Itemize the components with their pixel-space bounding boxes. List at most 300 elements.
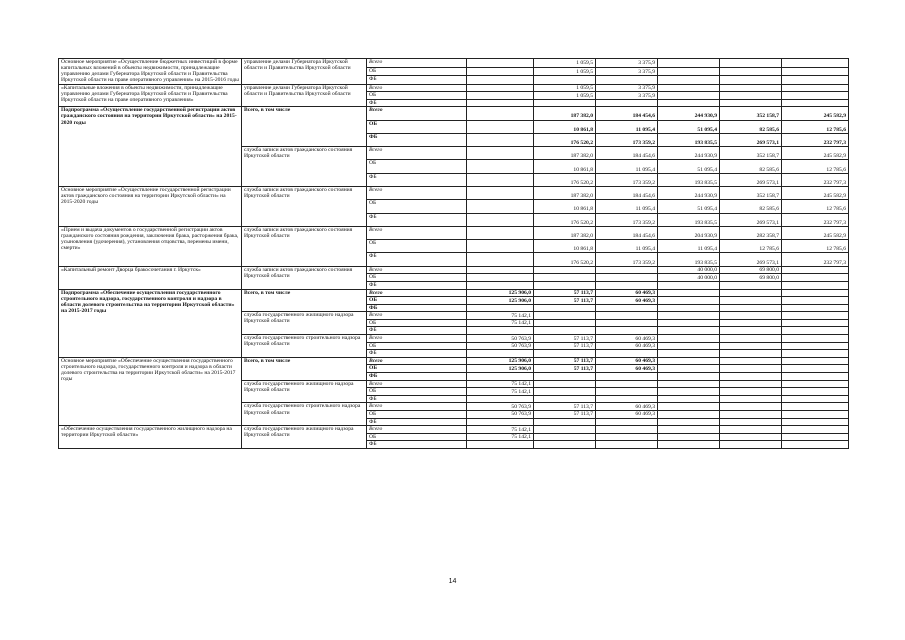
amount-cell: 10 861,8 (534, 120, 596, 133)
amount-cell (467, 304, 534, 312)
amount-cell (782, 418, 849, 426)
amount-cell (534, 418, 596, 426)
amount-cell (467, 187, 534, 200)
amount-cell (467, 213, 534, 226)
amount-cell (467, 253, 534, 266)
amount-cell (534, 350, 596, 358)
amount-cell (534, 433, 596, 441)
amount-cell: 57 113,7 (534, 403, 596, 411)
amount-cell (658, 433, 720, 441)
amount-cell (467, 373, 534, 381)
program-title-cell: Основное мероприятие «Обеспечение осуществления государственного строительного надзора, государственного контроля и надзора в области долевого строительства на территории Иркутской области» на 2015-2017 годы (59, 357, 242, 425)
amount-cell: 60 469,3 (596, 403, 658, 411)
funding-source-cell: Всего (367, 84, 467, 92)
amount-cell (782, 67, 849, 76)
amount-cell (720, 327, 782, 335)
amount-cell (534, 99, 596, 107)
funding-source-cell: ФБ (367, 76, 467, 85)
program-title-cell: «Прием и выдача документов о государственной регистрации актов гражданского состояния рождения, заключения брака, расторжения брака, усыновления (удочерения), установления отцовства, перемены имени, смерти» (59, 226, 242, 266)
amount-cell: 176 520,2 (534, 173, 596, 186)
funding-source-cell: ФБ (367, 327, 467, 335)
amount-cell: 82 585,6 (720, 120, 782, 133)
amount-cell (658, 327, 720, 335)
amount-cell (596, 281, 658, 289)
amount-cell (534, 395, 596, 403)
amount-cell: 1 059,5 (534, 92, 596, 100)
amount-cell (720, 319, 782, 327)
amount-cell: 11 095,4 (658, 240, 720, 253)
amount-cell: 204 930,9 (658, 226, 720, 239)
amount-cell (720, 373, 782, 381)
amount-cell: 352 158,7 (720, 187, 782, 200)
amount-cell (534, 312, 596, 320)
amount-cell (720, 380, 782, 388)
amount-cell: 50 763,9 (467, 403, 534, 411)
funding-source-cell: ФБ (367, 304, 467, 312)
amount-cell (467, 99, 534, 107)
amount-cell (782, 281, 849, 289)
budget-table (58, 58, 849, 449)
amount-cell: 57 113,7 (534, 357, 596, 365)
funding-source-cell: ФБ (367, 133, 467, 146)
amount-cell: 11 095,4 (596, 240, 658, 253)
amount-cell (596, 441, 658, 449)
amount-cell (658, 289, 720, 297)
amount-cell: 1 059,5 (534, 59, 596, 68)
amount-cell: 40 000,0 (658, 274, 720, 282)
amount-cell (467, 395, 534, 403)
amount-cell: 40 000,0 (658, 266, 720, 274)
executor-cell: служба записи актов гражданского состояния Иркутской области (242, 226, 367, 266)
amount-cell (720, 312, 782, 320)
program-title-cell: «Капитальные вложения в объекты недвижимости, принадлежащие управлению делами Губернатора Иркутской области и Правительства Иркутской области на праве оперативного управления» (59, 84, 242, 107)
funding-source-cell: Всего (367, 380, 467, 388)
amount-cell: 75 142,1 (467, 388, 534, 396)
amount-cell (782, 433, 849, 441)
amount-cell (658, 441, 720, 449)
amount-cell: 10 861,8 (534, 240, 596, 253)
amount-cell: 57 113,7 (534, 335, 596, 343)
amount-cell: 187 382,0 (534, 226, 596, 239)
amount-cell (534, 304, 596, 312)
amount-cell (534, 266, 596, 274)
amount-cell (782, 266, 849, 274)
amount-cell (467, 173, 534, 186)
amount-cell (658, 380, 720, 388)
funding-source-cell: ОБ (367, 160, 467, 173)
amount-cell: 269 573,1 (720, 213, 782, 226)
funding-source-cell: Всего (367, 226, 467, 239)
table-row (59, 59, 849, 68)
amount-cell: 176 520,2 (534, 133, 596, 146)
executor-cell: служба записи актов гражданского состояния Иркутской области (242, 266, 367, 289)
amount-cell: 245 582,9 (782, 226, 849, 239)
amount-cell: 57 113,7 (534, 411, 596, 419)
amount-cell: 3 375,9 (596, 59, 658, 68)
amount-cell: 173 359,2 (596, 133, 658, 146)
amount-cell (596, 433, 658, 441)
funding-source-cell: Всего (367, 312, 467, 320)
amount-cell: 269 573,1 (720, 253, 782, 266)
amount-cell (658, 426, 720, 434)
funding-source-cell: ФБ (367, 173, 467, 186)
amount-cell: 57 113,7 (534, 365, 596, 373)
amount-cell (782, 335, 849, 343)
amount-cell: 12 785,6 (782, 120, 849, 133)
table-row (59, 107, 849, 120)
amount-cell (782, 380, 849, 388)
executor-cell: служба записи актов гражданского состояния Иркутской области (242, 187, 367, 227)
amount-cell (658, 335, 720, 343)
amount-cell: 51 095,4 (658, 120, 720, 133)
executor-cell: Всего, в том числе (242, 107, 367, 147)
amount-cell: 232 797,3 (782, 213, 849, 226)
amount-cell: 193 835,5 (658, 133, 720, 146)
funding-source-cell: ФБ (367, 373, 467, 381)
amount-cell (720, 395, 782, 403)
amount-cell (720, 304, 782, 312)
funding-source-cell: Всего (367, 59, 467, 68)
amount-cell: 69 800,0 (720, 266, 782, 274)
amount-cell (534, 281, 596, 289)
funding-source-cell: Всего (367, 147, 467, 160)
amount-cell: 11 095,4 (596, 160, 658, 173)
amount-cell: 269 573,1 (720, 173, 782, 186)
amount-cell (467, 441, 534, 449)
funding-source-cell: ФБ (367, 441, 467, 449)
amount-cell (782, 289, 849, 297)
amount-cell: 60 469,3 (596, 365, 658, 373)
amount-cell (467, 274, 534, 282)
amount-cell (467, 160, 534, 173)
amount-cell (782, 373, 849, 381)
amount-cell: 60 469,3 (596, 289, 658, 297)
amount-cell: 75 142,1 (467, 380, 534, 388)
funding-source-cell: ОБ (367, 200, 467, 213)
amount-cell: 60 469,3 (596, 411, 658, 419)
program-title-cell: Основное мероприятие «Осуществление государственной регистрации актов гражданского состояния на территории Иркутской области» на 2015-2020 годы (59, 187, 242, 227)
funding-source-cell: ФБ (367, 350, 467, 358)
amount-cell (782, 274, 849, 282)
amount-cell (782, 365, 849, 373)
amount-cell: 125 906,0 (467, 365, 534, 373)
amount-cell: 57 113,7 (534, 297, 596, 305)
amount-cell: 57 113,7 (534, 289, 596, 297)
amount-cell (658, 395, 720, 403)
funding-source-cell: ОБ (367, 411, 467, 419)
amount-cell (782, 350, 849, 358)
amount-cell: 12 785,6 (782, 160, 849, 173)
amount-cell: 60 469,3 (596, 357, 658, 365)
table-row (59, 226, 849, 239)
funding-source-cell: ОБ (367, 120, 467, 133)
amount-cell (467, 240, 534, 253)
amount-cell (720, 342, 782, 350)
amount-cell: 50 763,9 (467, 342, 534, 350)
amount-cell (596, 380, 658, 388)
amount-cell (596, 274, 658, 282)
amount-cell (782, 357, 849, 365)
amount-cell (596, 373, 658, 381)
amount-cell: 245 582,9 (782, 107, 849, 120)
funding-source-cell: Всего (367, 403, 467, 411)
amount-cell (782, 99, 849, 107)
amount-cell (720, 289, 782, 297)
amount-cell (596, 99, 658, 107)
amount-cell: 50 763,9 (467, 411, 534, 419)
amount-cell (658, 59, 720, 68)
amount-cell (658, 304, 720, 312)
amount-cell: 51 095,4 (658, 200, 720, 213)
funding-source-cell: ФБ (367, 253, 467, 266)
funding-source-cell: ФБ (367, 395, 467, 403)
amount-cell (782, 426, 849, 434)
amount-cell: 3 375,9 (596, 92, 658, 100)
amount-cell: 269 573,1 (720, 133, 782, 146)
amount-cell: 187 382,0 (534, 187, 596, 200)
amount-cell (782, 312, 849, 320)
executor-cell: Всего, в том числе (242, 357, 367, 380)
funding-source-cell: Всего (367, 266, 467, 274)
amount-cell: 125 906,0 (467, 297, 534, 305)
amount-cell: 10 861,8 (534, 160, 596, 173)
amount-cell (596, 327, 658, 335)
program-title-cell: «Обеспечение осуществления государственного жилищного надзора на территории Иркутской области» (59, 426, 242, 449)
table-row (59, 266, 849, 274)
amount-cell (467, 84, 534, 92)
funding-source-cell: ФБ (367, 213, 467, 226)
table-row (59, 84, 849, 92)
amount-cell: 184 454,6 (596, 147, 658, 160)
amount-cell: 82 585,6 (720, 200, 782, 213)
amount-cell: 10 861,8 (534, 200, 596, 213)
table-row (59, 357, 849, 365)
amount-cell (720, 426, 782, 434)
amount-cell: 232 797,3 (782, 253, 849, 266)
amount-cell (720, 335, 782, 343)
amount-cell: 282 358,7 (720, 226, 782, 239)
program-title-cell: Подпрограмма «Осуществление государственной регистрации актов гражданского состояния на территории Иркутской области» на 2015-2020 годы (59, 107, 242, 187)
amount-cell (596, 76, 658, 85)
amount-cell: 3 375,9 (596, 67, 658, 76)
amount-cell: 11 095,4 (596, 120, 658, 133)
amount-cell: 57 113,7 (534, 342, 596, 350)
amount-cell: 352 158,7 (720, 107, 782, 120)
amount-cell: 75 142,1 (467, 319, 534, 327)
amount-cell: 173 359,2 (596, 253, 658, 266)
funding-source-cell: Всего (367, 357, 467, 365)
amount-cell (658, 67, 720, 76)
amount-cell: 352 158,7 (720, 147, 782, 160)
amount-cell (658, 92, 720, 100)
amount-cell (467, 226, 534, 239)
amount-cell (658, 297, 720, 305)
amount-cell (534, 76, 596, 85)
amount-cell (720, 365, 782, 373)
amount-cell: 75 142,1 (467, 433, 534, 441)
page-number: 14 (448, 578, 457, 585)
funding-source-cell: ФБ (367, 418, 467, 426)
program-title-cell: «Капитальный ремонт Дворца бракосочетания г. Иркутск» (59, 266, 242, 289)
amount-cell (658, 403, 720, 411)
amount-cell (720, 418, 782, 426)
amount-cell (658, 312, 720, 320)
amount-cell: 232 797,3 (782, 173, 849, 186)
amount-cell (467, 418, 534, 426)
program-title-cell: Основное мероприятие «Осуществление бюджетных инвестиций в форме капитальных вложений в объекты недвижимости, принадлежащие управлению делами Губернатора Иркутской области и Правительства Иркутской области на праве оперативного управления» на 2015-2016 годы (59, 59, 242, 85)
amount-cell (596, 312, 658, 320)
amount-cell: 176 520,2 (534, 213, 596, 226)
amount-cell (720, 357, 782, 365)
amount-cell (782, 76, 849, 85)
amount-cell (720, 411, 782, 419)
amount-cell (467, 133, 534, 146)
amount-cell (720, 67, 782, 76)
amount-cell: 232 797,3 (782, 133, 849, 146)
amount-cell (720, 281, 782, 289)
executor-cell: служба государственного жилищного надзора Иркутской области (242, 312, 367, 335)
amount-cell (467, 200, 534, 213)
executor-cell: управление делами Губернатора Иркутской области и Правительства Иркутской области (242, 59, 367, 85)
amount-cell (658, 411, 720, 419)
amount-cell: 1 059,5 (534, 67, 596, 76)
amount-cell: 12 785,6 (782, 240, 849, 253)
amount-cell (467, 281, 534, 289)
table-row (59, 187, 849, 200)
amount-cell (782, 395, 849, 403)
executor-cell: служба государственного жилищного надзора Иркутской области (242, 426, 367, 449)
amount-cell (534, 380, 596, 388)
amount-cell (534, 319, 596, 327)
amount-cell (534, 373, 596, 381)
amount-cell (467, 266, 534, 274)
amount-cell (658, 342, 720, 350)
amount-cell (658, 99, 720, 107)
amount-cell (596, 350, 658, 358)
amount-cell (782, 403, 849, 411)
amount-cell: 12 785,6 (782, 200, 849, 213)
amount-cell: 60 469,3 (596, 342, 658, 350)
amount-cell (720, 388, 782, 396)
amount-cell (596, 395, 658, 403)
amount-cell: 176 520,2 (534, 253, 596, 266)
funding-source-cell: ОБ (367, 342, 467, 350)
amount-cell (658, 76, 720, 85)
executor-cell: служба государственного строительного надзора Иркутской области (242, 335, 367, 358)
amount-cell (596, 426, 658, 434)
amount-cell (720, 433, 782, 441)
amount-cell: 51 095,4 (658, 160, 720, 173)
funding-source-cell: Всего (367, 107, 467, 120)
funding-source-cell: ОБ (367, 67, 467, 76)
funding-source-cell: Всего (367, 187, 467, 200)
amount-cell (720, 350, 782, 358)
amount-cell (658, 350, 720, 358)
amount-cell: 75 142,1 (467, 312, 534, 320)
amount-cell (596, 418, 658, 426)
amount-cell (467, 107, 534, 120)
amount-cell: 125 906,0 (467, 289, 534, 297)
table-row (59, 289, 849, 297)
funding-source-cell: ФБ (367, 99, 467, 107)
amount-cell: 245 582,9 (782, 147, 849, 160)
amount-cell: 193 835,5 (658, 213, 720, 226)
amount-cell (596, 266, 658, 274)
funding-source-cell: ОБ (367, 274, 467, 282)
amount-cell (658, 418, 720, 426)
amount-cell (467, 59, 534, 68)
amount-cell: 244 930,9 (658, 147, 720, 160)
amount-cell (467, 327, 534, 335)
amount-cell (596, 304, 658, 312)
funding-source-cell: Всего (367, 289, 467, 297)
amount-cell: 69 800,0 (720, 274, 782, 282)
amount-cell: 187 382,0 (534, 147, 596, 160)
amount-cell (720, 99, 782, 107)
executor-cell: Всего, в том числе (242, 289, 367, 312)
executor-cell: управление делами Губернатора Иркутской области и Правительства Иркутской области (242, 84, 367, 107)
amount-cell: 82 585,6 (720, 160, 782, 173)
amount-cell: 12 785,6 (720, 240, 782, 253)
amount-cell (596, 319, 658, 327)
table-row (59, 426, 849, 434)
amount-cell (658, 388, 720, 396)
amount-cell (782, 441, 849, 449)
amount-cell (782, 92, 849, 100)
amount-cell: 3 375,9 (596, 84, 658, 92)
amount-cell (720, 403, 782, 411)
amount-cell: 187 382,0 (534, 107, 596, 120)
amount-cell (782, 342, 849, 350)
amount-cell (720, 92, 782, 100)
amount-cell (658, 357, 720, 365)
amount-cell (720, 441, 782, 449)
amount-cell (720, 297, 782, 305)
executor-cell: служба государственного строительного надзора Иркутской области (242, 403, 367, 426)
amount-cell: 11 095,4 (596, 200, 658, 213)
amount-cell: 193 835,5 (658, 253, 720, 266)
amount-cell (596, 388, 658, 396)
amount-cell: 60 469,3 (596, 335, 658, 343)
funding-source-cell: Всего (367, 426, 467, 434)
amount-cell (467, 147, 534, 160)
executor-cell: служба записи актов гражданского состояния Иркутской области (242, 147, 367, 187)
amount-cell (534, 426, 596, 434)
amount-cell (467, 350, 534, 358)
amount-cell (658, 319, 720, 327)
amount-cell: 184 454,6 (596, 187, 658, 200)
amount-cell (782, 411, 849, 419)
amount-cell (782, 297, 849, 305)
amount-cell (658, 281, 720, 289)
funding-source-cell: ОБ (367, 92, 467, 100)
amount-cell: 193 835,5 (658, 173, 720, 186)
amount-cell (658, 365, 720, 373)
funding-source-cell: ОБ (367, 319, 467, 327)
amount-cell: 75 142,1 (467, 426, 534, 434)
amount-cell: 184 454,6 (596, 226, 658, 239)
amount-cell (467, 92, 534, 100)
funding-source-cell: ФБ (367, 281, 467, 289)
amount-cell (467, 76, 534, 85)
amount-cell (782, 327, 849, 335)
amount-cell: 60 469,3 (596, 297, 658, 305)
funding-source-cell: ОБ (367, 433, 467, 441)
amount-cell (782, 319, 849, 327)
amount-cell (534, 274, 596, 282)
amount-cell (782, 304, 849, 312)
executor-cell: служба государственного жилищного надзора Иркутской области (242, 380, 367, 403)
